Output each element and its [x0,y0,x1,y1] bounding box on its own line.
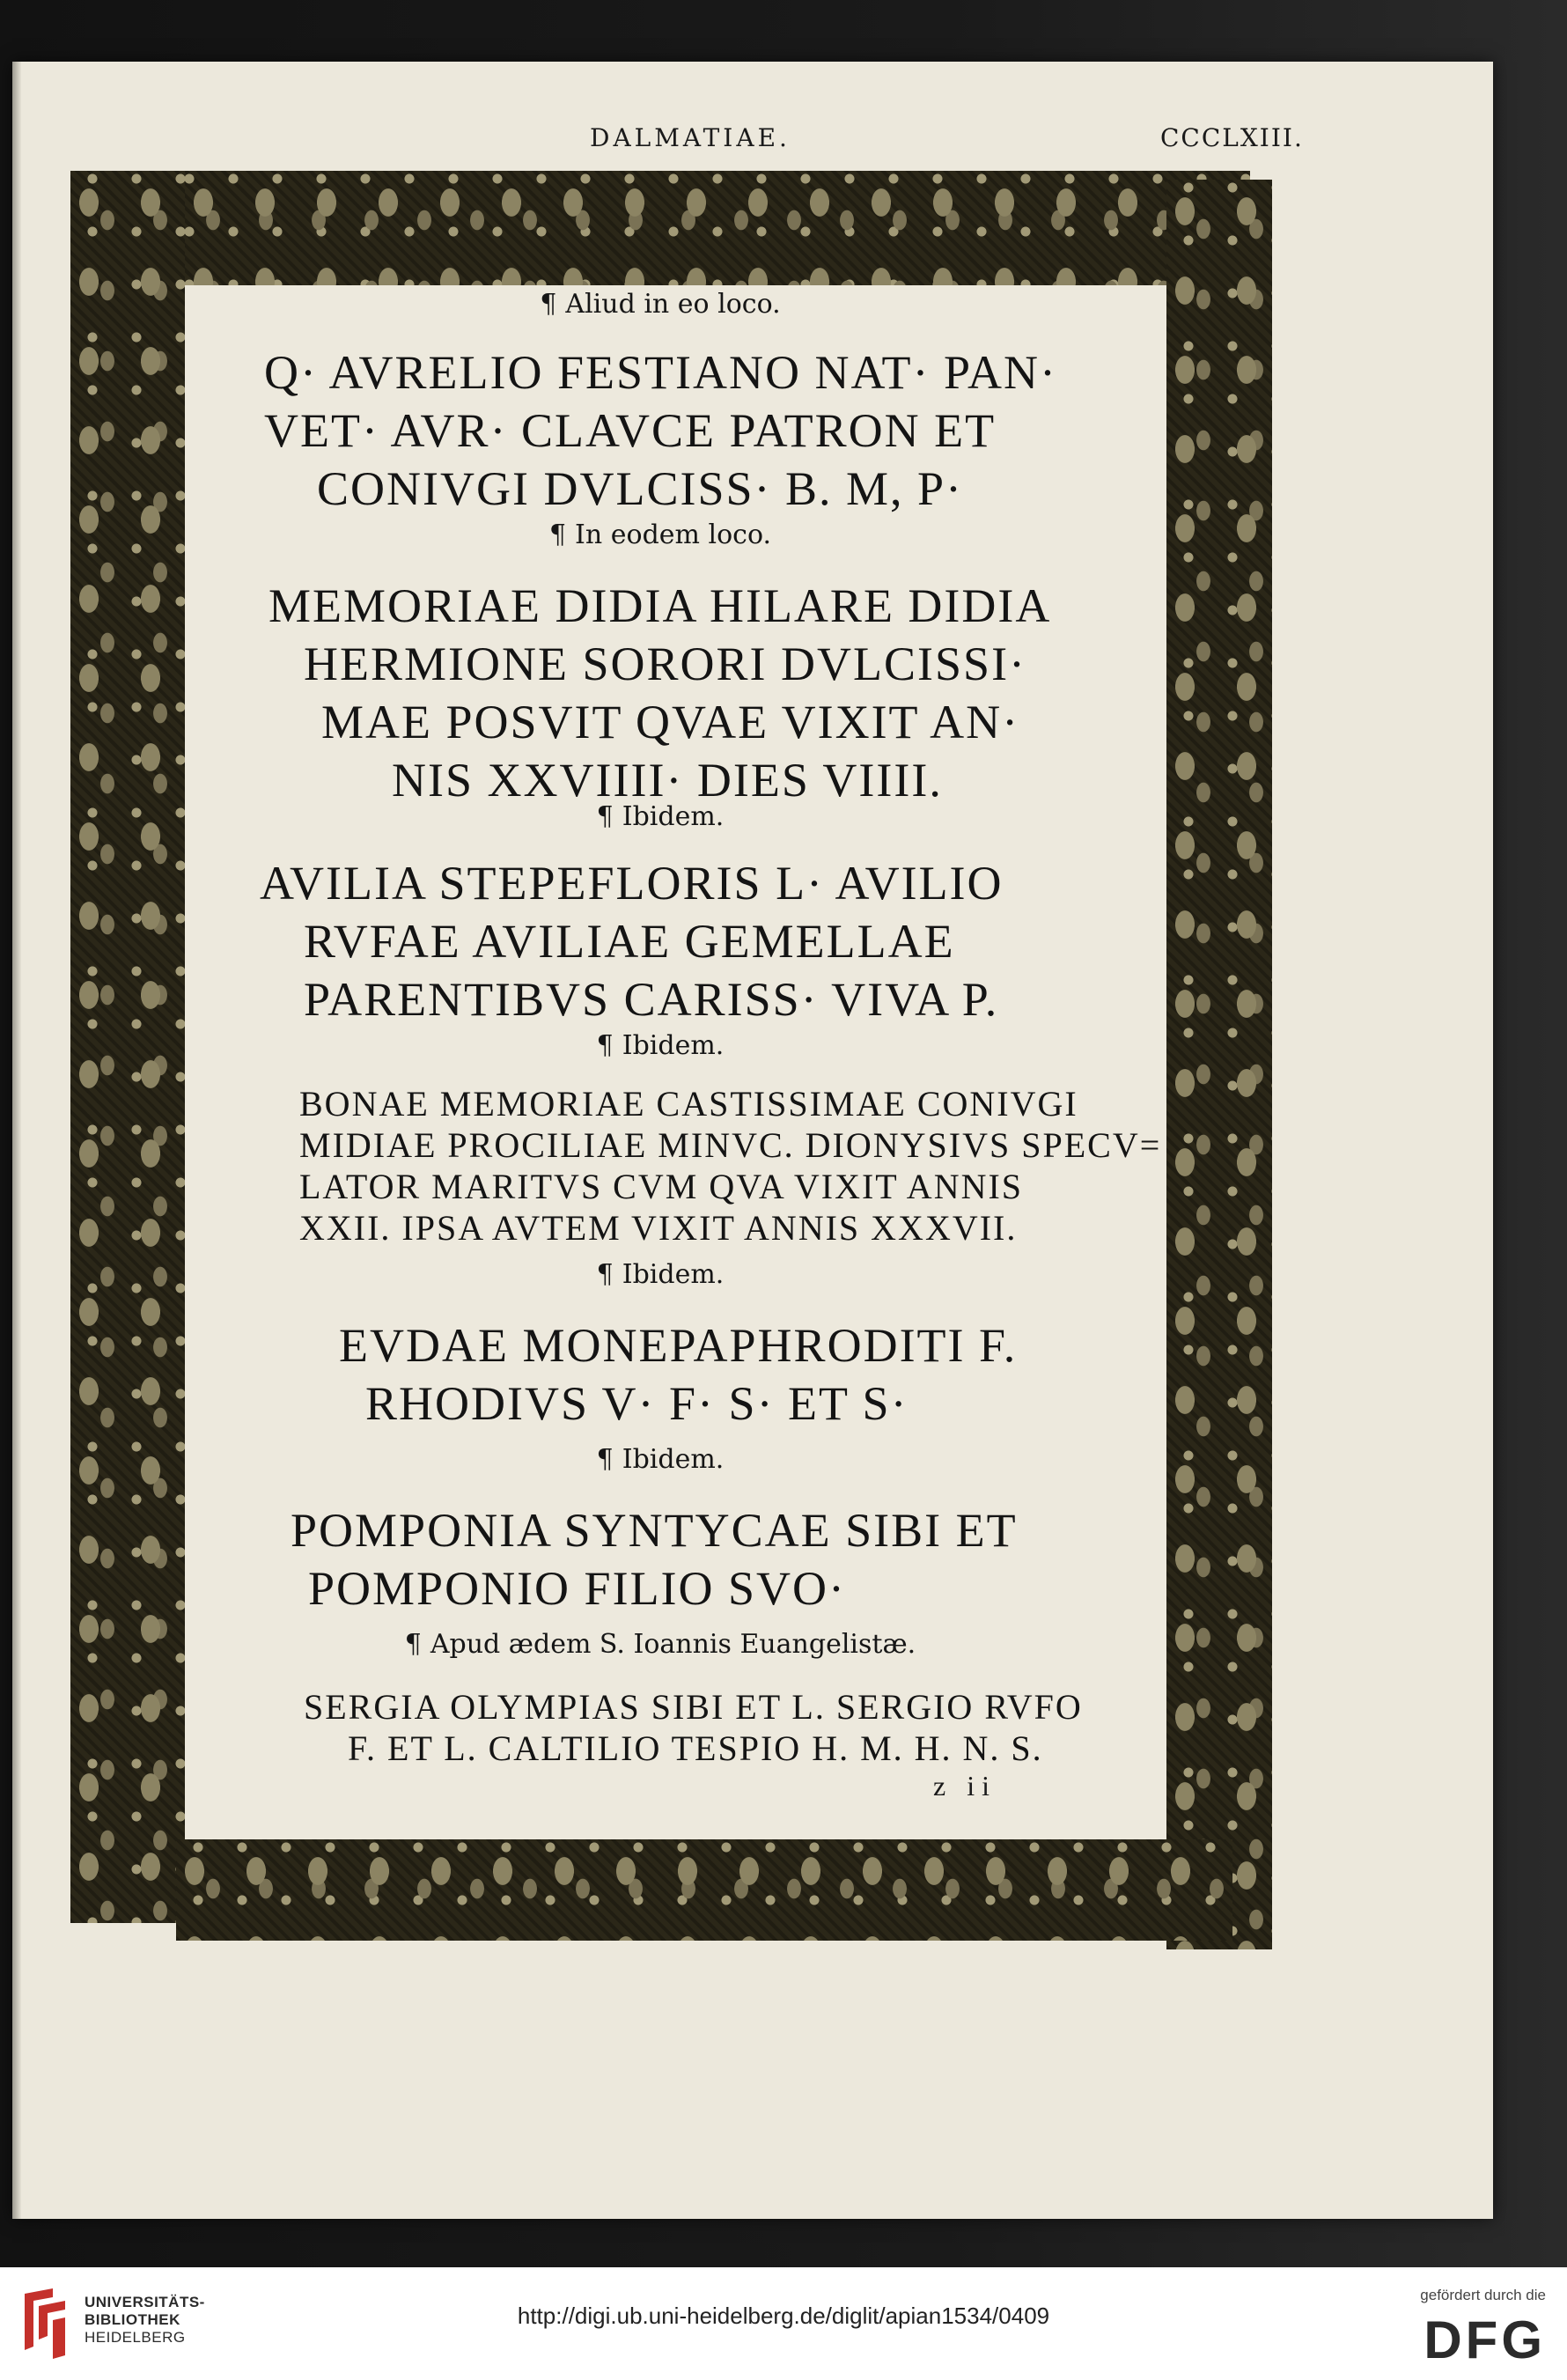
section-heading: ¶ Ibidem. [596,801,725,832]
inscription-line: RVFAE AVILIAE GEMELLAE [304,915,955,968]
running-head: DALMATIAE. [590,123,791,152]
inscription-line: MAE POSVIT QVAE VIXIT AN· [321,696,1020,748]
inscription-section [185,1629,1136,1660]
border-bottom-ornament [176,1839,1232,1941]
inscription-text [304,1686,1254,1769]
inscription-section [185,519,1136,550]
inscription-line: SERGIA OLYMPIAS SIBI ET L. SERGIO RVFO [304,1687,1083,1727]
university-library-logo-icon [18,2285,72,2359]
inscription-line: VET· AVR· CLAVCE PATRON ET [264,404,997,457]
inscription-line: POMPONIA SYNTYCAE SIBI ET [291,1504,1018,1557]
inscription-text [339,1316,1290,1433]
inscription-line: Q· AVRELIO FESTIANO NAT· PAN· [264,346,1058,399]
inscription-line: POMPONIO FILIO SVO· [308,1562,847,1615]
inscription-section [185,289,1136,320]
inscription-section [185,1030,1136,1061]
section-heading: ¶ In eodem loco. [548,519,772,550]
inscription-line: BONAE MEMORIAE CASTISSIMAE CONIVGI [299,1084,1078,1124]
library-name: UNIVERSITÄTS- BIBLIOTHEK HEIDELBERG [85,2294,205,2346]
section-heading: ¶ Ibidem. [596,1444,725,1475]
pilcrow-icon: ¶ [596,1030,614,1061]
inscription-section [185,801,1136,832]
inscription-line: PARENTIBVS CARISS· VIVA P. [304,973,999,1026]
inscription-line: RHODIVS V· F· S· ET S· [365,1377,909,1430]
pilcrow-icon: ¶ [404,1629,422,1660]
funded-by-label: gefördert durch die [1420,2287,1546,2303]
inscription-section [185,1259,1136,1290]
section-heading: ¶ Ibidem. [596,1259,725,1290]
pilcrow-icon: ¶ [596,1259,614,1290]
permalink-url[interactable]: http://digi.ub.uni-heidelberg.de/diglit/apian1534/0409 [517,2303,1050,2329]
inscription-line: F. ET L. CALTILIO TESPIO H. M. H. N. S. [348,1728,1043,1768]
viewer-footer [0,2267,1567,2380]
inscription-text [269,577,1219,809]
border-top-ornament [123,171,1250,285]
inscription-line: XXII. IPSA AVTEM VIXIT ANNIS XXXVII. [299,1208,1018,1248]
inscription-line: MEMORIAE DIDIA HILARE DIDIA [269,579,1052,632]
inscription-line: EVDAE MONEPAPHRODITI F. [339,1319,1018,1372]
pilcrow-icon: ¶ [596,801,614,832]
inscription-line: MIDIAE PROCILIAE MINVC. DIONYSIVS SPECV= [299,1125,1162,1165]
inscription-text [299,1083,1250,1249]
section-heading: ¶ Aliud in eo loco. [540,289,781,320]
inscription-line: CONIVGI DVLCISS· B. M, P· [317,462,964,515]
inscription-text [264,343,1215,518]
inscription-section [185,1444,1136,1475]
inscription-line: HERMIONE SORORI DVLCISSI· [304,637,1027,690]
border-left-ornament [70,171,185,1923]
section-heading: ¶ Ibidem. [596,1030,725,1061]
section-heading: ¶ Apud ædem S. Ioannis Euangelistæ. [404,1629,916,1660]
folio-number: CCCLXIII. [1160,123,1304,152]
dfg-logo: DFG [1424,2310,1546,2369]
pilcrow-icon: ¶ [596,1444,614,1475]
inscription-text [260,854,1210,1028]
page-gutter-shadow [12,62,21,2219]
inscription-line: NIS XXVIIII· DIES VIIII. [392,754,943,807]
inscription-text [291,1501,1241,1617]
signature-mark: z ii [933,1770,997,1802]
pilcrow-icon: ¶ [548,519,567,550]
inscription-line: LATOR MARITVS CVM QVA VIXIT ANNIS [299,1167,1024,1206]
inscription-line: AVILIA STEPEFLORIS L· AVILIO [260,857,1004,910]
pilcrow-icon: ¶ [540,289,557,320]
